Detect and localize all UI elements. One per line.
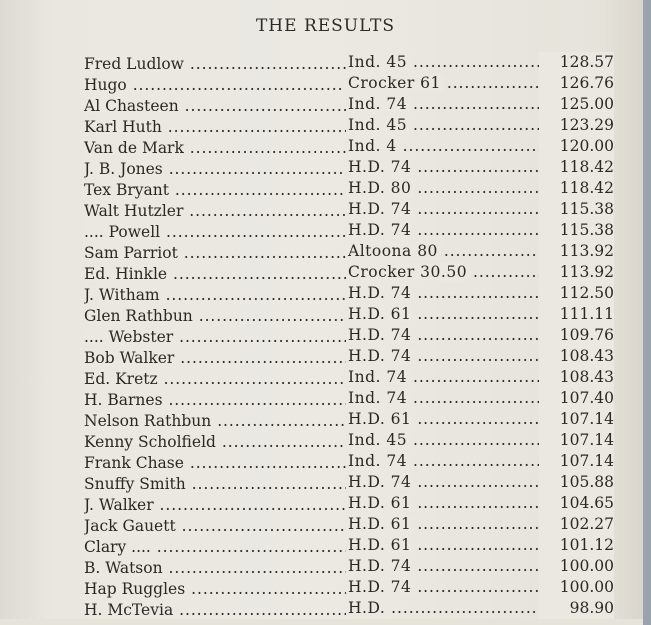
- score: 105.88: [539, 472, 614, 493]
- result-row: [84, 451, 624, 472]
- rider-name: Clary ....: [84, 538, 154, 556]
- score: 107.14: [539, 451, 614, 472]
- rider-name: Walt Hutzler: [84, 202, 186, 220]
- score: 123.29: [539, 115, 614, 136]
- result-row: [84, 346, 624, 367]
- machine: H.D. 74: [348, 578, 414, 596]
- result-row: [84, 199, 624, 220]
- score: 115.38: [539, 199, 614, 220]
- machine: Ind. 74: [348, 368, 410, 386]
- result-row: [84, 367, 624, 388]
- machine: Ind. 4: [348, 137, 400, 155]
- result-row: [84, 241, 624, 262]
- rider-name: Jack Gauett: [84, 517, 179, 535]
- score: 113.92: [539, 262, 614, 283]
- score: 104.65: [539, 493, 614, 514]
- result-row: [84, 262, 624, 283]
- machine: H.D. 61: [348, 305, 414, 323]
- results-list: [84, 52, 624, 619]
- result-row: [84, 157, 624, 178]
- machine: Ind. 45: [348, 53, 410, 71]
- rider-name: H. Barnes: [84, 391, 166, 409]
- machine: H.D. 61: [348, 494, 414, 512]
- score: 125.00: [539, 94, 614, 115]
- result-row: [84, 220, 624, 241]
- score: 107.14: [539, 409, 614, 430]
- machine: H.D. 74: [348, 557, 414, 575]
- machine: H.D. 74: [348, 284, 414, 302]
- score: 107.14: [539, 430, 614, 451]
- rider-name: Tex Bryant: [84, 181, 172, 199]
- machine: H.D. 74: [348, 326, 414, 344]
- result-row: [84, 493, 624, 514]
- machine: H.D. 74: [348, 158, 414, 176]
- score: 107.40: [539, 388, 614, 409]
- machine: Crocker 30.50: [348, 263, 470, 281]
- result-row: [84, 388, 624, 409]
- machine: H.D. 74: [348, 473, 414, 491]
- machine: H.D. 74: [348, 221, 414, 239]
- score: 98.90: [539, 598, 614, 619]
- rider-name: Van de Mark: [84, 139, 187, 157]
- machine: H.D.: [348, 599, 388, 617]
- rider-name: Karl Huth: [84, 118, 165, 136]
- rider-name: Glen Rathbun: [84, 307, 196, 325]
- rider-name: J. B. Jones: [84, 160, 166, 178]
- rider-name: Hugo: [84, 76, 130, 94]
- score: 100.00: [539, 556, 614, 577]
- rider-name: .... Webster: [84, 328, 176, 346]
- rider-name: Frank Chase: [84, 454, 187, 472]
- result-row: [84, 430, 624, 451]
- result-row: [84, 325, 624, 346]
- rider-name: Nelson Rathbun: [84, 412, 214, 430]
- score: 128.57: [539, 52, 614, 73]
- result-row: [84, 556, 624, 577]
- result-row: [84, 577, 624, 598]
- result-row: [84, 409, 624, 430]
- rider-name: Fred Ludlow: [84, 55, 187, 73]
- result-row: [84, 178, 624, 199]
- result-row: [84, 304, 624, 325]
- machine: Crocker 61: [348, 74, 444, 92]
- rider-name: .... Powell: [84, 223, 163, 241]
- rider-name: J. Walker: [84, 496, 157, 514]
- machine: Ind. 74: [348, 389, 410, 407]
- rider-name: Ed. Hinkle: [84, 265, 170, 283]
- rider-name: H. McTevia: [84, 601, 176, 619]
- machine: H.D. 61: [348, 515, 414, 533]
- score: 118.42: [539, 178, 614, 199]
- score: 109.76: [539, 325, 614, 346]
- machine: Altoona 80: [348, 242, 441, 260]
- page-edge: [643, 0, 651, 625]
- score: 113.92: [539, 241, 614, 262]
- machine: Ind. 74: [348, 95, 410, 113]
- score: 108.43: [539, 367, 614, 388]
- rider-name: Bob Walker: [84, 349, 177, 367]
- machine: H.D. 80: [348, 179, 414, 197]
- result-row: [84, 73, 624, 94]
- rider-name: Ed. Kretz: [84, 370, 161, 388]
- machine: Ind. 45: [348, 116, 410, 134]
- machine: Ind. 74: [348, 452, 410, 470]
- rider-name: B. Watson: [84, 559, 166, 577]
- score: 118.42: [539, 157, 614, 178]
- score: 100.00: [539, 577, 614, 598]
- result-row: [84, 514, 624, 535]
- machine: H.D. 74: [348, 200, 414, 218]
- result-row: [84, 598, 624, 619]
- result-row: [84, 94, 624, 115]
- rider-name: Al Chasteen: [84, 97, 182, 115]
- rider-name: J. Witham: [84, 286, 163, 304]
- result-row: [84, 472, 624, 493]
- result-row: [84, 115, 624, 136]
- rider-name: Snuffy Smith: [84, 475, 189, 493]
- score: 120.00: [539, 136, 614, 157]
- page-title: THE RESULTS: [255, 16, 396, 36]
- rider-name: Sam Parriot: [84, 244, 181, 262]
- result-row: [84, 52, 624, 73]
- machine: H.D. 61: [348, 410, 414, 428]
- page-cutoff: [0, 619, 651, 625]
- score: 115.38: [539, 220, 614, 241]
- result-row: [84, 283, 624, 304]
- result-row: [84, 136, 624, 157]
- score: 101.12: [539, 535, 614, 556]
- score: 126.76: [539, 73, 614, 94]
- score: 108.43: [539, 346, 614, 367]
- result-row: [84, 535, 624, 556]
- score: 102.27: [539, 514, 614, 535]
- machine: Ind. 45: [348, 431, 410, 449]
- rider-name: Hap Ruggles: [84, 580, 188, 598]
- machine: H.D. 74: [348, 347, 414, 365]
- machine: H.D. 61: [348, 536, 414, 554]
- score: 112.50: [539, 283, 614, 304]
- score: 111.11: [539, 304, 614, 325]
- rider-name: Kenny Scholfield: [84, 433, 219, 451]
